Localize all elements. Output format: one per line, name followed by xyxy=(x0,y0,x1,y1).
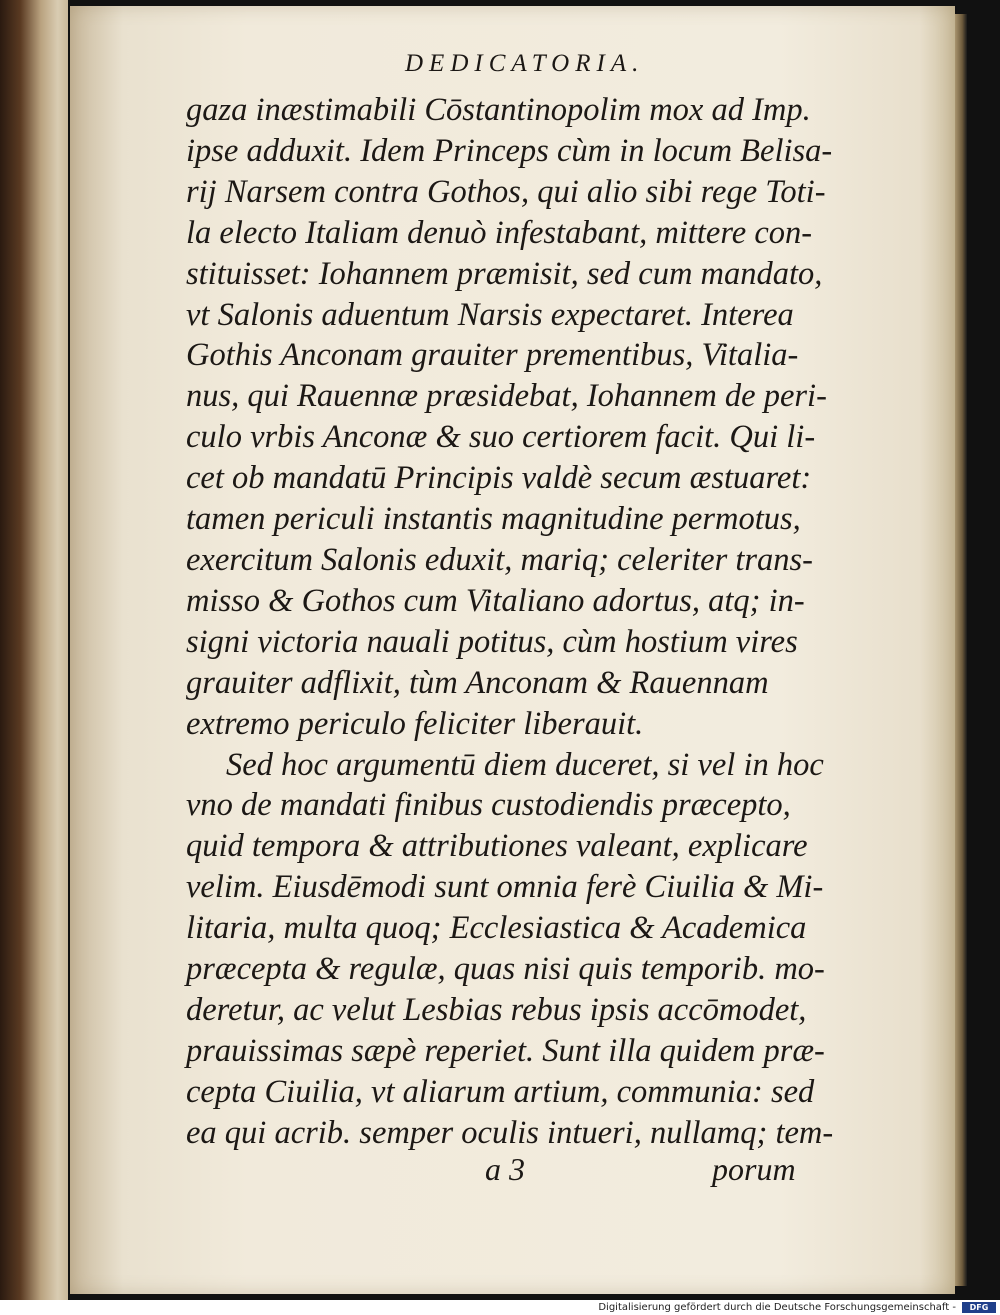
text-line: exercitum Salonis eduxit, mariq; celeriter trans- xyxy=(186,541,813,578)
dfg-logo-icon: DFG xyxy=(962,1302,996,1313)
text-line: velim. Eiusdēmodi sunt omnia ferè Ciuilia & Mi- xyxy=(186,869,824,906)
running-head: DEDICATORIA. xyxy=(405,50,645,77)
text-line: gaza inæstimabili Cōstantinopolim mox ad Imp. xyxy=(186,92,811,128)
text-line: tamen periculi instantis magnitudine permotus, xyxy=(186,501,801,538)
text-line: extremo periculo feliciter liberauit. xyxy=(186,705,644,742)
book-binding xyxy=(0,0,68,1300)
text-line: litaria, multa quoq; Ecclesiastica & Academica xyxy=(186,910,807,947)
digitization-credit-bar xyxy=(0,1300,1000,1315)
text-line: grauiter adflixit, tùm Anconam & Rauennam xyxy=(186,664,769,701)
signature-mark: a 3 xyxy=(485,1151,525,1187)
text-line: prauissimas sæpè reperiet. Sunt illa quidem præ- xyxy=(186,1032,825,1069)
text-line: vno de mandati finibus custodiendis præcepto, xyxy=(186,787,791,824)
text-line: ipse adduxit. Idem Princeps cùm in locum Belisa- xyxy=(186,132,833,169)
text-line: vt Salonis aduentum Narsis expectaret. Interea xyxy=(186,296,794,333)
text-line: quid tempora & attributiones valeant, explicare xyxy=(186,828,808,865)
text-line: cet ob mandatū Principis valdè secum æstuaret: xyxy=(186,460,812,497)
text-line: rij Narsem contra Gothos, qui alio sibi rege Toti- xyxy=(186,173,826,210)
book-page xyxy=(70,6,955,1294)
text-line: culo vrbis Anconæ & suo certiorem facit. Qui li- xyxy=(186,419,816,456)
text-line: præcepta & regulæ, quas nisi quis temporib. mo- xyxy=(186,951,825,988)
text-line: stituisset: Iohannem præmisit, sed cum mandato, xyxy=(186,255,823,292)
text-line: signi victoria nauali potitus, cùm hostium vires xyxy=(186,623,798,660)
text-line: misso & Gothos cum Vitaliano adortus, atq; in- xyxy=(186,582,805,619)
catchword: porum xyxy=(712,1151,796,1187)
text-line: Sed hoc argumentū diem duceret, si vel in hoc xyxy=(226,746,824,783)
text-line: cepta Ciuilia, vt aliarum artium, communia: sed xyxy=(186,1073,815,1110)
text-line: nus, qui Rauennæ præsidebat, Iohannem de peri- xyxy=(186,378,827,415)
text-block xyxy=(186,90,906,1154)
text-line: la electo Italiam denuò infestabant, mittere con- xyxy=(186,214,813,251)
page-footer xyxy=(70,1151,955,1191)
text-line: Gothis Anconam grauiter prementibus, Vitalia- xyxy=(186,337,799,374)
page-edge xyxy=(955,14,967,1286)
dfg-credit-text: Digitalisierung gefördert durch die Deutsche Forschungsgemeinschaft - xyxy=(598,1302,956,1313)
text-line: ea qui acrib. semper oculis intueri, nullamq; tem- xyxy=(186,1114,834,1151)
text-line: deretur, ac velut Lesbias rebus ipsis accōmodet, xyxy=(186,991,807,1028)
